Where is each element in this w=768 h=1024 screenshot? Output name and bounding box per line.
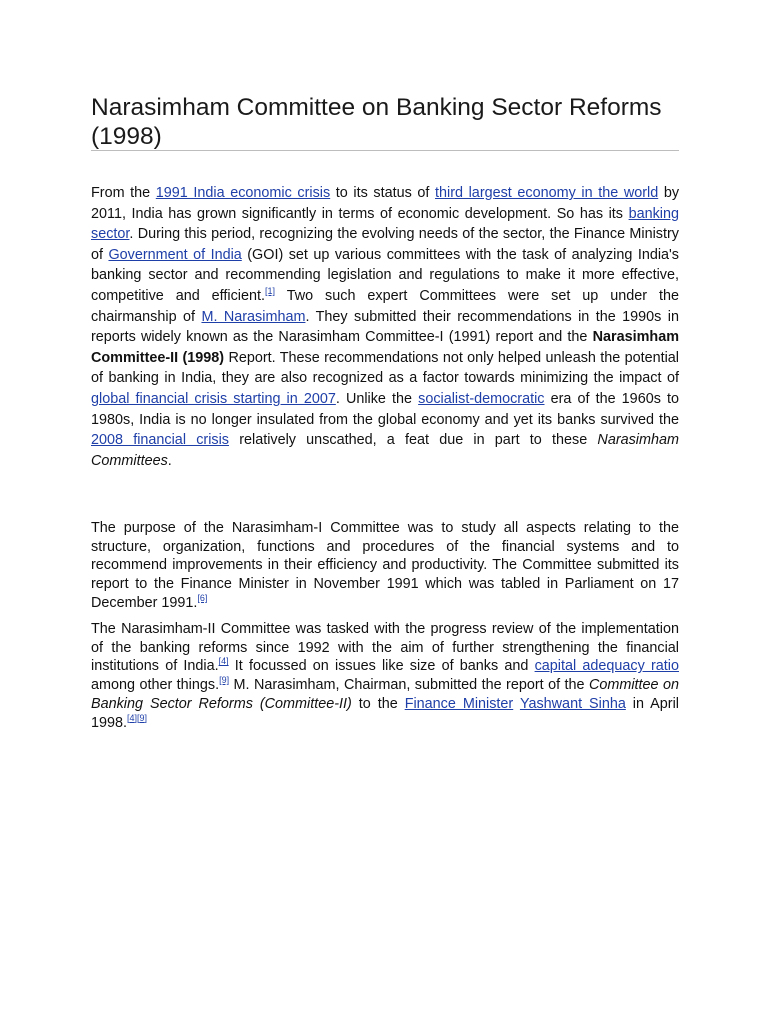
intro-paragraph (91, 183, 679, 471)
title-divider (91, 150, 679, 151)
citation-link-9[interactable]: [9] (219, 675, 230, 686)
text: in April 1998. (91, 695, 679, 731)
citation-link-4[interactable]: [4] (218, 656, 229, 667)
link-socialist-democratic[interactable]: socialist-democratic (418, 390, 545, 407)
citation-9 (219, 675, 229, 685)
link-1991-india-economic-crisis[interactable]: 1991 India economic crisis (155, 185, 331, 201)
text: From the (91, 185, 156, 201)
text: . (167, 452, 172, 469)
link-yashwant-sinha[interactable]: Yashwant Sinha (519, 695, 626, 712)
citation-link-4b[interactable]: [4] (127, 712, 138, 723)
citation-1 (265, 286, 275, 296)
text: . Unlike the (335, 390, 419, 407)
link-capital-adequacy-ratio[interactable]: capital adequacy ratio (534, 658, 679, 675)
text: M. Narasimham, Chairman, submitted the report of the (229, 677, 589, 694)
text: era of the 1960s to 1980s, India is no longer insulated from the global economy and yet its banks survived the (91, 390, 679, 428)
text: . They submitted their recommendations in the 1990s in reports widely known as the Narasimham Committee-I (1991) report and the (91, 308, 679, 346)
page-title: Narasimham Committee on Banking Sector Reforms (1998) (91, 94, 662, 150)
citation-link-1[interactable]: [1] (265, 285, 276, 296)
text: to its status of (330, 185, 436, 201)
text: Two such expert Committees were set up under the chairmanship of (91, 287, 680, 325)
text: It focussed on issues like size of banks and (228, 658, 535, 675)
committee-i-paragraph (91, 519, 679, 613)
text: The Narasimham-II Committee was tasked with the progress review of the implementation of the banking reforms since 1992 with the aim of further strengthening the financial institutions of India. (91, 621, 679, 675)
link-third-largest-economy[interactable]: third largest economy in the world (435, 185, 659, 201)
text: Report. These recommendations not only helped unleash the potential of banking in India, they are also recognized as a factor towards minimizing the impact of (91, 349, 680, 387)
citation-6 (197, 593, 207, 603)
link-banking-sector[interactable]: banking sector (91, 205, 679, 243)
italic-report-title: Committee on Banking Sector Reforms (Committee-II) (91, 677, 679, 712)
citation-4 (219, 656, 229, 666)
text: relatively unscathed, a feat due in part to these (229, 432, 598, 449)
link-global-financial-crisis[interactable]: global financial crisis starting in 2007 (91, 390, 336, 407)
link-finance-minister[interactable]: Finance Minister (404, 695, 514, 712)
text: . During this period, recognizing the evolving needs of the sector, the Finance Ministry of (91, 226, 679, 263)
italic-narasimham-committees: Narasimham Committees (91, 432, 679, 469)
text (513, 696, 520, 712)
committee-ii-paragraph (91, 620, 679, 732)
citation-4-9 (127, 713, 147, 723)
link-government-of-india[interactable]: Government of India (108, 246, 242, 263)
link-2008-financial-crisis[interactable]: 2008 financial crisis (91, 432, 229, 449)
citation-link-9b[interactable]: [9] (137, 712, 148, 723)
text: among other things. (91, 677, 220, 694)
citation-link-6[interactable]: [6] (197, 592, 208, 603)
text: The purpose of the Narasimham-I Committee was to study all aspects relating to the structure, organization, functions and procedures of the financial systems and to recommend improvements in their efficiency and productivity. The Committee submitted its report to the Finance Minister in November 1991 which was tabled in Parliament on 17 December 1991. (91, 520, 679, 611)
bold-committee-ii: Narasimham Committee-II (1998) (91, 329, 679, 366)
link-m-narasimham[interactable]: M. Narasimham (201, 308, 306, 325)
text: (GOI) set up various committees with the task of analyzing India's banking sector and recommending legislation and regulations to make it more effective, competitive and efficient. (91, 246, 679, 304)
text: to the (351, 695, 405, 712)
text: by 2011, India has grown significantly in terms of economic development. So has its (91, 185, 680, 222)
